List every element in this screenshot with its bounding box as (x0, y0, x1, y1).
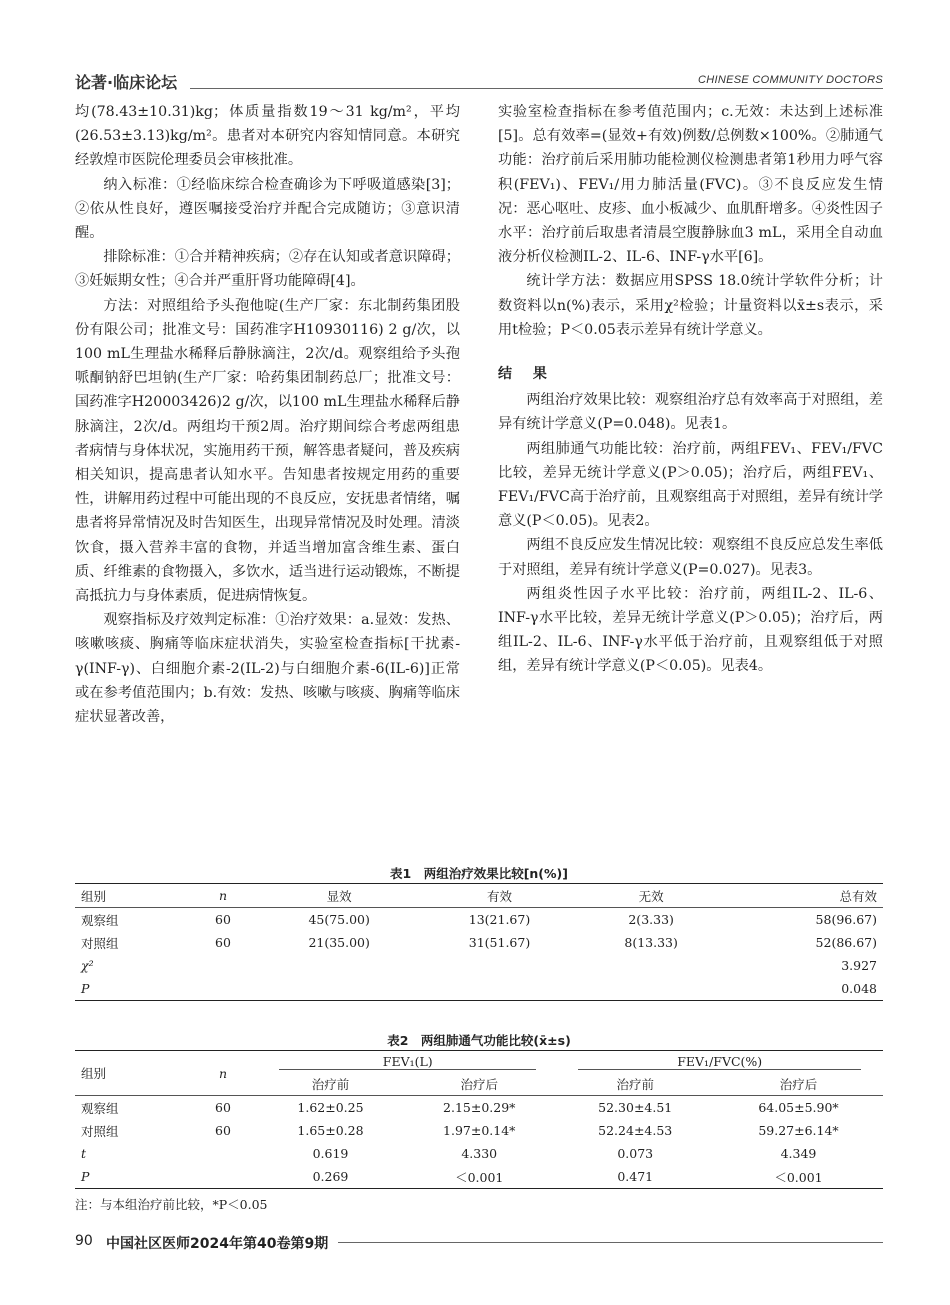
section-label: 论著·临床论坛 (75, 73, 178, 92)
paragraph: 观察指标及疗效判定标准：①治疗效果：a.显效：发热、咳嗽咳痰、胸痛等临床症状消失，实验室检查指标[干扰素-γ(INF-γ)、白细胞介素-2(IL-2)与白细胞介素-6(IL-6)]正常或在参考值范围内；b.有效：发热、咳嗽与咳痰、胸痛等临床症状显著改善， (75, 612, 460, 726)
table-cell: 0.048 (841, 981, 877, 996)
table-cell: 60 (215, 935, 231, 950)
table-cell: 观察组 (81, 912, 119, 928)
table-cell: 0.073 (617, 1146, 654, 1161)
header-divider (190, 88, 883, 89)
table-header: n (187, 884, 259, 908)
table-cell: 4.349 (780, 1146, 817, 1161)
journal-name-en: CHINESE COMMUNITY DOCTORS (698, 74, 883, 86)
footer-divider (338, 1242, 883, 1243)
table-cell: 64.05±5.90* (758, 1100, 839, 1115)
left-column (75, 100, 460, 729)
table-cell: 45(75.00) (308, 912, 370, 927)
table-row (75, 1096, 883, 1120)
table-header: 有效 (419, 884, 579, 908)
table-header: 组别 (75, 884, 187, 908)
table-row (75, 1165, 883, 1189)
paragraph: 两组炎性因子水平比较：治疗前，两组IL-2、IL-6、INF-γ水平比较，差异无统计学意义(P＞0.05)；治疗后，两组IL-2、IL-6、INF-γ水平低于治疗前，且观察组低于对照组，差异有统计学意义(P＜0.05)。见表4。 (498, 585, 883, 675)
table-cell: P (81, 981, 90, 996)
table-header: 显效 (259, 884, 419, 908)
table-cell: 0.619 (312, 1146, 349, 1161)
table-cell: t (81, 1146, 87, 1161)
table-header: 治疗后 (402, 1073, 556, 1096)
table-cell: 3.927 (841, 958, 877, 973)
table-header: 总有效 (723, 884, 883, 908)
table-cell: 8(13.33) (624, 935, 678, 950)
journal-issue: 中国社区医师2024年第40卷第9期 (106, 1236, 329, 1252)
table-cell: P (81, 1169, 90, 1184)
table-header (259, 1051, 556, 1074)
table-cell: 52.30±4.51 (598, 1100, 673, 1115)
paragraph: 两组治疗效果比较：观察组治疗总有效率高于对照组，差异有统计学意义(P=0.048)。见表1。 (498, 392, 883, 433)
table-header: n (187, 1051, 259, 1096)
table-header (556, 1051, 883, 1074)
table-row (75, 1119, 883, 1142)
table-cell: 31(51.67) (468, 935, 531, 950)
paragraph: 方法：对照组给予头孢他啶(生产厂家：东北制药集团股份有限公司；批准文号：国药准字H10930116) 2 g/次，以100 mL生理盐水稀释后静脉滴注，2次/d。观察组给予头孢哌酮钠舒巴坦钠(生产厂家：哈药集团制药总厂；批准文号：国药准字H20003426)2 g/次，以100 mL生理盐水稀释后静脉滴注，2次/d。两组均干预2周。治疗期间综合考虑两组患者病情与身体状况，实施用药干预，解答患者疑问，普及疾病相关知识，提高患者认知水平。告知患者按规定用药的重要性，讲解用药过程中可能出现的不良反应，安抚患者情绪，嘱患者将异常情况及时告知医生，出现异常情况及时处理。清淡饮食，摄入营养丰富的食物，并适当增加富含维生素、蛋白质、纤维素的食物摄入，多饮水，适当进行运动锻炼，不断提高抵抗力与身体素质，促进病情恢复。 (75, 297, 460, 605)
paragraph: 排除标准：①合并精神疾病；②存在认知或者意识障碍；③妊娠期女性；④合并严重肝肾功能障碍[4]。 (75, 249, 460, 290)
table2-caption: 表2 两组肺通气功能比较(x̄±s) (387, 1033, 571, 1048)
table-cell: 2(3.33) (628, 912, 674, 927)
table1-caption: 表1 两组治疗效果比较[n(%)] (390, 866, 568, 881)
table-row (75, 977, 883, 1001)
table-cell: 1.97±0.14* (443, 1123, 516, 1138)
table-cell: 59.27±6.14* (758, 1123, 839, 1138)
table-cell: 60 (215, 1100, 231, 1115)
table-header: 组别 (75, 1051, 187, 1096)
table-row (75, 908, 883, 932)
table2-note: 注：与本组治疗前比较，*P＜0.05 (75, 1197, 268, 1212)
right-column (498, 100, 883, 679)
table-cell: 2.15±0.29* (443, 1100, 516, 1115)
table-cell: 21(35.00) (308, 935, 370, 950)
table-cell: ＜0.001 (455, 1169, 504, 1185)
table-cell: 0.471 (617, 1169, 654, 1184)
table-cell: 1.62±0.25 (297, 1100, 364, 1115)
table-cell: 52.24±4.53 (598, 1123, 673, 1138)
table-cell: 1.65±0.28 (297, 1123, 364, 1138)
paragraph: 实验室检查指标在参考值范围内；c.无效：未达到上述标准[5]。总有效率=(显效+有效)例数/总例数×100%。②肺通气功能：治疗前后采用肺功能检测仪检测患者第1秒用力呼气容积(FEV₁)、FEV₁/用力肺活量(FVC)。③不良反应发生情况：恶心呕吐、皮疹、血小板减少、血肌酐增多。④炎性因子水平：治疗前后取患者清晨空腹静脉血3 mL，采用全自动血液分析仪检测IL-2、IL-6、INF-γ水平[6]。 (498, 104, 883, 266)
table2 (75, 1050, 883, 1189)
fev1-fvc-group-label: FEV₁/FVC(%) (578, 1054, 861, 1070)
paragraph: 纳入标准：①经临床综合检查确诊为下呼吸道感染[3]；②依从性良好，遵医嘱接受治疗并配合完成随访；③意识清醒。 (75, 176, 460, 242)
table-row (75, 954, 883, 977)
table-cell: 对照组 (81, 1123, 119, 1139)
table-header: 治疗前 (556, 1073, 714, 1096)
table-cell: 观察组 (81, 1100, 119, 1116)
table-cell: 60 (215, 912, 231, 927)
table-header: 无效 (580, 884, 723, 908)
table-cell: 52(86.67) (815, 935, 877, 950)
paragraph: 统计学方法：数据应用SPSS 18.0统计学软件分析；计数资料以n(%)表示，采用χ²检验；计量资料以x̄±s表示，采用t检验；P＜0.05表示差异有统计学意义。 (498, 273, 883, 338)
table-header: 治疗前 (259, 1073, 402, 1096)
table-cell: 58(96.67) (815, 912, 877, 927)
table-cell: 4.330 (461, 1146, 498, 1161)
table-header: 治疗后 (714, 1073, 883, 1096)
table-cell: 对照组 (81, 935, 119, 951)
table-row (75, 931, 883, 954)
table-cell: 13(21.67) (468, 912, 531, 927)
results-heading: 结 果 (498, 366, 555, 383)
table-cell: 60 (215, 1123, 231, 1138)
paragraph: 均(78.43±10.31)kg；体质量指数19～31 kg/m²，平均(26.53±3.13)kg/m²。患者对本研究内容知情同意。本研究经敦煌市医院伦理委员会审核批准。 (75, 104, 460, 169)
paragraph: 两组不良反应发生情况比较：观察组不良反应总发生率低于对照组，差异有统计学意义(P=0.027)。见表3。 (498, 537, 883, 578)
fev1-group-label: FEV₁(L) (279, 1054, 536, 1070)
table-cell: ＜0.001 (774, 1169, 823, 1185)
table-cell: 0.269 (312, 1169, 349, 1184)
page-number: 90 (75, 1233, 93, 1249)
paragraph: 两组肺通气功能比较：治疗前，两组FEV₁、FEV₁/FVC比较，差异无统计学意义(P＞0.05)；治疗后，两组FEV₁、FEV₁/FVC高于治疗前，且观察组高于对照组，差异有统计学意义(P＜0.05)。见表2。 (498, 440, 883, 530)
table-row (75, 1142, 883, 1165)
table-cell: χ² (81, 958, 94, 973)
table1 (75, 883, 883, 1001)
